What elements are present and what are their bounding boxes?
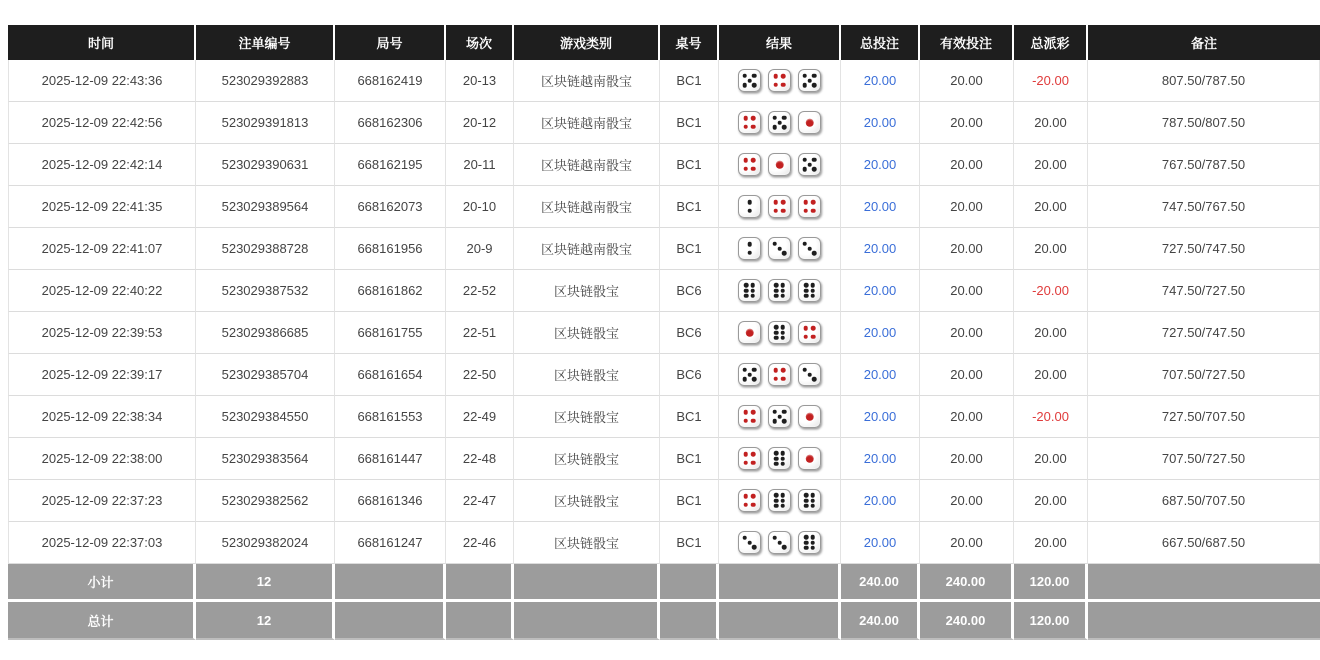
table-number-cell: BC1 [660, 396, 719, 438]
table-row [8, 522, 1320, 564]
game-type-cell: 区块链骰宝 [514, 354, 660, 396]
table-header [8, 25, 1320, 60]
die-3-icon [768, 531, 791, 554]
summary-empty-cell [719, 602, 841, 640]
payout-cell: 20.00 [1014, 186, 1088, 228]
total-bet-cell[interactable]: 20.00 [841, 270, 920, 312]
session-cell: 22-51 [446, 312, 514, 354]
total-bet-cell[interactable]: 20.00 [841, 396, 920, 438]
dice-result [719, 279, 840, 302]
summary-empty-cell [335, 564, 446, 602]
dice-result [719, 363, 840, 386]
table-row [8, 396, 1320, 438]
bet-id-cell: 523029390631 [196, 144, 335, 186]
payout-cell: 20.00 [1014, 522, 1088, 564]
table-row [8, 480, 1320, 522]
die-6-icon [798, 531, 821, 554]
total-bet-cell[interactable]: 20.00 [841, 228, 920, 270]
column-header: 场次 [446, 25, 514, 60]
session-cell: 22-48 [446, 438, 514, 480]
dice-result [719, 531, 840, 554]
bet-id-cell: 523029385704 [196, 354, 335, 396]
result-cell [719, 438, 841, 480]
valid-bet-cell: 20.00 [920, 270, 1014, 312]
table-row [8, 144, 1320, 186]
bet-id-cell: 523029387532 [196, 270, 335, 312]
die-1-icon [738, 321, 761, 344]
remark-cell: 727.50/747.50 [1088, 312, 1320, 354]
bet-id-cell: 523029389564 [196, 186, 335, 228]
die-5-icon [738, 69, 761, 92]
result-cell [719, 144, 841, 186]
payout-cell: 20.00 [1014, 144, 1088, 186]
die-6-icon [798, 279, 821, 302]
die-5-icon [738, 363, 761, 386]
bet-id-cell: 523029386685 [196, 312, 335, 354]
summary-empty-cell [1088, 602, 1320, 640]
session-cell: 20-10 [446, 186, 514, 228]
dice-result [719, 447, 840, 470]
die-4-icon [768, 69, 791, 92]
table-row [8, 186, 1320, 228]
payout-cell: 20.00 [1014, 228, 1088, 270]
summary-payout: 120.00 [1014, 564, 1088, 602]
session-cell: 20-13 [446, 60, 514, 102]
round-number-cell: 668161755 [335, 312, 446, 354]
payout-cell: 20.00 [1014, 312, 1088, 354]
time-cell: 2025-12-09 22:38:34 [8, 396, 196, 438]
remark-cell: 727.50/747.50 [1088, 228, 1320, 270]
die-4-icon [768, 363, 791, 386]
dice-result [719, 195, 840, 218]
game-type-cell: 区块链骰宝 [514, 522, 660, 564]
valid-bet-cell: 20.00 [920, 438, 1014, 480]
die-4-icon [738, 447, 761, 470]
column-header: 游戏类别 [514, 25, 660, 60]
summary-row [8, 602, 1320, 640]
remark-cell: 807.50/787.50 [1088, 60, 1320, 102]
remark-cell: 727.50/707.50 [1088, 396, 1320, 438]
time-cell: 2025-12-09 22:43:36 [8, 60, 196, 102]
summary-empty-cell [335, 602, 446, 640]
die-2-icon [738, 195, 761, 218]
valid-bet-cell: 20.00 [920, 480, 1014, 522]
remark-cell: 787.50/807.50 [1088, 102, 1320, 144]
die-1-icon [798, 447, 821, 470]
table-number-cell: BC1 [660, 228, 719, 270]
round-number-cell: 668161346 [335, 480, 446, 522]
bet-id-cell: 523029382024 [196, 522, 335, 564]
die-5-icon [798, 69, 821, 92]
result-cell [719, 270, 841, 312]
column-header: 总投注 [841, 25, 920, 60]
valid-bet-cell: 20.00 [920, 144, 1014, 186]
bet-id-cell: 523029388728 [196, 228, 335, 270]
round-number-cell: 668162306 [335, 102, 446, 144]
dice-result [719, 153, 840, 176]
game-type-cell: 区块链越南骰宝 [514, 228, 660, 270]
die-6-icon [768, 489, 791, 512]
payout-cell: -20.00 [1014, 270, 1088, 312]
game-type-cell: 区块链越南骰宝 [514, 60, 660, 102]
game-type-cell: 区块链骰宝 [514, 270, 660, 312]
table-row [8, 228, 1320, 270]
table-footer [8, 564, 1320, 640]
table-body [8, 60, 1320, 564]
die-3-icon [768, 237, 791, 260]
die-4-icon [768, 195, 791, 218]
column-header: 结果 [719, 25, 841, 60]
summary-count: 12 [196, 602, 335, 640]
valid-bet-cell: 20.00 [920, 60, 1014, 102]
table-number-cell: BC6 [660, 270, 719, 312]
summary-row [8, 564, 1320, 602]
result-cell [719, 522, 841, 564]
table-row [8, 102, 1320, 144]
game-type-cell: 区块链骰宝 [514, 438, 660, 480]
valid-bet-cell: 20.00 [920, 396, 1014, 438]
die-3-icon [738, 531, 761, 554]
time-cell: 2025-12-09 22:39:53 [8, 312, 196, 354]
summary-total-bet: 240.00 [841, 602, 920, 640]
result-cell [719, 186, 841, 228]
round-number-cell: 668161654 [335, 354, 446, 396]
session-cell: 20-9 [446, 228, 514, 270]
total-bet-cell[interactable]: 20.00 [841, 480, 920, 522]
summary-empty-cell [660, 564, 719, 602]
die-6-icon [768, 279, 791, 302]
time-cell: 2025-12-09 22:41:35 [8, 186, 196, 228]
dice-result [719, 111, 840, 134]
die-2-icon [738, 237, 761, 260]
die-4-icon [738, 111, 761, 134]
bet-records-table [8, 25, 1320, 640]
total-bet-cell[interactable]: 20.00 [841, 354, 920, 396]
time-cell: 2025-12-09 22:42:56 [8, 102, 196, 144]
table-number-cell: BC1 [660, 480, 719, 522]
valid-bet-cell: 20.00 [920, 228, 1014, 270]
result-cell [719, 102, 841, 144]
dice-result [719, 321, 840, 344]
summary-empty-cell [514, 564, 660, 602]
summary-empty-cell [1088, 564, 1320, 602]
table-row [8, 60, 1320, 102]
time-cell: 2025-12-09 22:37:23 [8, 480, 196, 522]
column-header: 局号 [335, 25, 446, 60]
valid-bet-cell: 20.00 [920, 312, 1014, 354]
die-4-icon [738, 489, 761, 512]
time-cell: 2025-12-09 22:39:17 [8, 354, 196, 396]
round-number-cell: 668161862 [335, 270, 446, 312]
die-6-icon [768, 321, 791, 344]
valid-bet-cell: 20.00 [920, 354, 1014, 396]
session-cell: 20-11 [446, 144, 514, 186]
dice-result [719, 489, 840, 512]
summary-label: 总计 [8, 602, 196, 640]
result-cell [719, 480, 841, 522]
summary-payout: 120.00 [1014, 602, 1088, 640]
summary-count: 12 [196, 564, 335, 602]
summary-empty-cell [660, 602, 719, 640]
payout-cell: -20.00 [1014, 396, 1088, 438]
total-bet-cell[interactable]: 20.00 [841, 102, 920, 144]
valid-bet-cell: 20.00 [920, 102, 1014, 144]
table-row [8, 270, 1320, 312]
bet-id-cell: 523029384550 [196, 396, 335, 438]
die-5-icon [798, 153, 821, 176]
round-number-cell: 668162195 [335, 144, 446, 186]
column-header: 桌号 [660, 25, 719, 60]
die-6-icon [768, 447, 791, 470]
bet-id-cell: 523029392883 [196, 60, 335, 102]
session-cell: 22-47 [446, 480, 514, 522]
remark-cell: 767.50/787.50 [1088, 144, 1320, 186]
die-6-icon [738, 279, 761, 302]
remark-cell: 707.50/727.50 [1088, 438, 1320, 480]
total-bet-cell[interactable]: 20.00 [841, 60, 920, 102]
summary-label: 小计 [8, 564, 196, 602]
valid-bet-cell: 20.00 [920, 186, 1014, 228]
die-1-icon [798, 405, 821, 428]
summary-valid-bet: 240.00 [920, 564, 1014, 602]
table-number-cell: BC1 [660, 438, 719, 480]
dice-result [719, 237, 840, 260]
table-number-cell: BC6 [660, 312, 719, 354]
total-bet-cell[interactable]: 20.00 [841, 144, 920, 186]
table-row [8, 354, 1320, 396]
table-number-cell: BC1 [660, 522, 719, 564]
total-bet-cell[interactable]: 20.00 [841, 438, 920, 480]
bet-id-cell: 523029391813 [196, 102, 335, 144]
session-cell: 22-52 [446, 270, 514, 312]
total-bet-cell[interactable]: 20.00 [841, 186, 920, 228]
die-3-icon [798, 363, 821, 386]
payout-cell: -20.00 [1014, 60, 1088, 102]
game-type-cell: 区块链骰宝 [514, 312, 660, 354]
dice-result [719, 69, 840, 92]
die-4-icon [798, 321, 821, 344]
table-number-cell: BC1 [660, 144, 719, 186]
die-1-icon [798, 111, 821, 134]
die-4-icon [738, 405, 761, 428]
summary-valid-bet: 240.00 [920, 602, 1014, 640]
game-type-cell: 区块链骰宝 [514, 480, 660, 522]
result-cell [719, 396, 841, 438]
header-row [8, 25, 1320, 60]
round-number-cell: 668162073 [335, 186, 446, 228]
game-type-cell: 区块链越南骰宝 [514, 144, 660, 186]
column-header: 时间 [8, 25, 196, 60]
payout-cell: 20.00 [1014, 438, 1088, 480]
game-type-cell: 区块链越南骰宝 [514, 186, 660, 228]
die-3-icon [798, 237, 821, 260]
session-cell: 22-49 [446, 396, 514, 438]
result-cell [719, 228, 841, 270]
die-5-icon [768, 111, 791, 134]
payout-cell: 20.00 [1014, 102, 1088, 144]
table-number-cell: BC1 [660, 102, 719, 144]
table-number-cell: BC1 [660, 186, 719, 228]
column-header: 总派彩 [1014, 25, 1088, 60]
die-5-icon [768, 405, 791, 428]
payout-cell: 20.00 [1014, 354, 1088, 396]
summary-total-bet: 240.00 [841, 564, 920, 602]
die-4-icon [738, 153, 761, 176]
bet-id-cell: 523029383564 [196, 438, 335, 480]
time-cell: 2025-12-09 22:42:14 [8, 144, 196, 186]
die-6-icon [798, 489, 821, 512]
dice-result [719, 405, 840, 428]
die-1-icon [768, 153, 791, 176]
round-number-cell: 668162419 [335, 60, 446, 102]
total-bet-cell[interactable]: 20.00 [841, 312, 920, 354]
round-number-cell: 668161247 [335, 522, 446, 564]
valid-bet-cell: 20.00 [920, 522, 1014, 564]
die-4-icon [798, 195, 821, 218]
session-cell: 20-12 [446, 102, 514, 144]
table-number-cell: BC6 [660, 354, 719, 396]
table-number-cell: BC1 [660, 60, 719, 102]
summary-empty-cell [446, 564, 514, 602]
remark-cell: 747.50/727.50 [1088, 270, 1320, 312]
table-row [8, 438, 1320, 480]
payout-cell: 20.00 [1014, 480, 1088, 522]
time-cell: 2025-12-09 22:38:00 [8, 438, 196, 480]
remark-cell: 667.50/687.50 [1088, 522, 1320, 564]
result-cell [719, 354, 841, 396]
summary-empty-cell [719, 564, 841, 602]
game-type-cell: 区块链越南骰宝 [514, 102, 660, 144]
bet-id-cell: 523029382562 [196, 480, 335, 522]
summary-empty-cell [514, 602, 660, 640]
session-cell: 22-46 [446, 522, 514, 564]
total-bet-cell[interactable]: 20.00 [841, 522, 920, 564]
round-number-cell: 668161956 [335, 228, 446, 270]
time-cell: 2025-12-09 22:40:22 [8, 270, 196, 312]
remark-cell: 687.50/707.50 [1088, 480, 1320, 522]
summary-empty-cell [446, 602, 514, 640]
game-type-cell: 区块链骰宝 [514, 396, 660, 438]
result-cell [719, 60, 841, 102]
remark-cell: 707.50/727.50 [1088, 354, 1320, 396]
time-cell: 2025-12-09 22:37:03 [8, 522, 196, 564]
column-header: 注单编号 [196, 25, 335, 60]
round-number-cell: 668161447 [335, 438, 446, 480]
column-header: 备注 [1088, 25, 1320, 60]
result-cell [719, 312, 841, 354]
column-header: 有效投注 [920, 25, 1014, 60]
remark-cell: 747.50/767.50 [1088, 186, 1320, 228]
table-row [8, 312, 1320, 354]
time-cell: 2025-12-09 22:41:07 [8, 228, 196, 270]
session-cell: 22-50 [446, 354, 514, 396]
round-number-cell: 668161553 [335, 396, 446, 438]
